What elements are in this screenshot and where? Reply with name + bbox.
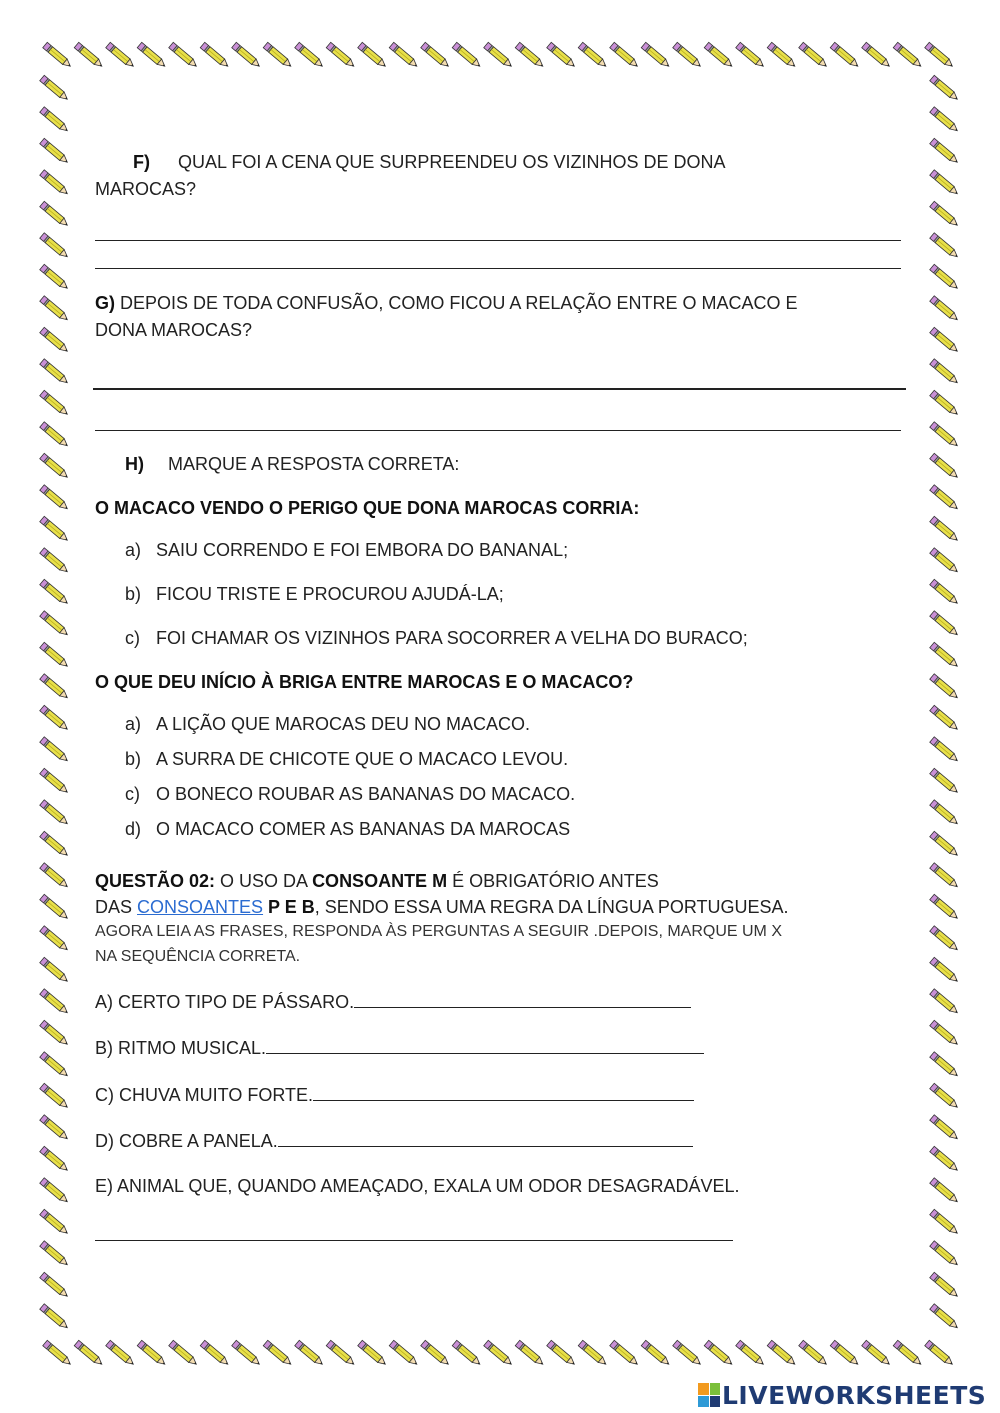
pencil-icon bbox=[40, 296, 70, 323]
pencil-icon bbox=[452, 42, 482, 69]
pencil-icon bbox=[704, 42, 734, 69]
pencil-icon bbox=[40, 1083, 70, 1110]
q2-instruction-1: AGORA LEIA AS FRASES, RESPONDA ÀS PERGUNTAS A SEGUIR .DEPOIS, MARQUE UM X bbox=[95, 923, 782, 940]
pencil-icon bbox=[673, 42, 703, 69]
pencil-icon bbox=[925, 1340, 955, 1367]
option-text: FOI CHAMAR OS VIZINHOS PARA SOCORRER A VELHA DO BURACO; bbox=[156, 628, 748, 648]
pencil-icon bbox=[893, 42, 923, 69]
option-text: A LIÇÃO QUE MAROCAS DEU NO MACACO. bbox=[156, 714, 531, 734]
pencil-icon bbox=[930, 359, 960, 386]
pencil-icon bbox=[930, 75, 960, 102]
pencil-icon bbox=[40, 138, 70, 165]
option-letter: d) bbox=[125, 819, 142, 839]
pencil-icon bbox=[40, 863, 70, 890]
pencil-icon bbox=[767, 1340, 797, 1367]
pencil-icon bbox=[40, 485, 70, 512]
pencil-icon bbox=[704, 1340, 734, 1367]
pencil-icon bbox=[930, 390, 960, 417]
pencil-icon bbox=[40, 1178, 70, 1205]
q2-bold-p-e-b: P E B bbox=[263, 897, 315, 917]
consoantes-link[interactable]: CONSOANTES bbox=[137, 897, 264, 917]
pencil-icon bbox=[799, 42, 829, 69]
pencil-icon bbox=[930, 642, 960, 669]
pencil-icon bbox=[40, 327, 70, 354]
pencil-icon bbox=[40, 516, 70, 543]
mc1-options-option[interactable] bbox=[125, 583, 504, 605]
pencil-icon bbox=[547, 1340, 577, 1367]
question-f-text-2: MAROCAS? bbox=[95, 179, 197, 199]
answer-line-g-1[interactable] bbox=[93, 388, 906, 390]
question-g bbox=[95, 292, 797, 314]
pencil-icon bbox=[389, 42, 419, 69]
pencil-icon bbox=[40, 1020, 70, 1047]
pencil-icon bbox=[40, 926, 70, 953]
pencil-icon bbox=[930, 1020, 960, 1047]
pencil-icon bbox=[930, 516, 960, 543]
question-f-label: F) bbox=[133, 152, 150, 172]
mc2-options-option[interactable] bbox=[125, 748, 568, 770]
pencil-icon bbox=[610, 42, 640, 69]
option-text: SAIU CORRENDO E FOI EMBORA DO BANANAL; bbox=[156, 540, 569, 560]
mc1-options-option[interactable] bbox=[125, 627, 748, 649]
question-f-text: QUAL FOI A CENA QUE SURPREENDEU OS VIZINHOS DE DONA bbox=[178, 152, 726, 172]
pencil-icon bbox=[862, 42, 892, 69]
pencil-icon bbox=[40, 674, 70, 701]
pencil-icon bbox=[930, 674, 960, 701]
pencil-icon bbox=[930, 737, 960, 764]
q2-text-d: , SENDO ESSA UMA REGRA DA LÍNGUA PORTUGUESA. bbox=[314, 897, 789, 917]
q2-item-a bbox=[95, 989, 691, 1013]
option-letter: a) bbox=[125, 714, 142, 734]
pencil-icon bbox=[106, 1340, 136, 1367]
pencil-icon bbox=[200, 42, 230, 69]
question-f bbox=[133, 151, 725, 173]
pencil-icon bbox=[43, 42, 73, 69]
pencil-icon bbox=[40, 989, 70, 1016]
pencil-icon bbox=[673, 1340, 703, 1367]
pencil-icon bbox=[40, 1146, 70, 1173]
option-letter: c) bbox=[125, 784, 140, 804]
pencil-icon bbox=[40, 1304, 70, 1331]
option-letter: b) bbox=[125, 584, 142, 604]
pencil-icon bbox=[40, 453, 70, 480]
pencil-icon bbox=[40, 75, 70, 102]
pencil-icon bbox=[930, 863, 960, 890]
pencil-icon bbox=[40, 800, 70, 827]
pencil-icon bbox=[421, 42, 451, 69]
pencil-icon bbox=[74, 42, 104, 69]
q2-item-b bbox=[95, 1035, 704, 1059]
pencil-icon bbox=[421, 1340, 451, 1367]
pencil-icon bbox=[43, 1340, 73, 1367]
pencil-icon bbox=[40, 768, 70, 795]
pencil-icon bbox=[578, 1340, 608, 1367]
answer-blank-c[interactable] bbox=[313, 1082, 694, 1101]
pencil-icon bbox=[930, 1209, 960, 1236]
mc2-options-option[interactable] bbox=[125, 713, 530, 735]
pencil-icon bbox=[862, 1340, 892, 1367]
q2-statement-line1 bbox=[95, 870, 659, 892]
pencil-icon bbox=[930, 1178, 960, 1205]
option-letter: c) bbox=[125, 628, 140, 648]
pencil-icon bbox=[930, 1146, 960, 1173]
mc2-options-option[interactable] bbox=[125, 783, 575, 805]
pencil-icon bbox=[930, 800, 960, 827]
question-g-text: DEPOIS DE TODA CONFUSÃO, COMO FICOU A RELAÇÃO ENTRE O MACACO E bbox=[120, 293, 798, 313]
pencil-icon bbox=[830, 1340, 860, 1367]
q2-text-a: O USO DA bbox=[215, 871, 313, 891]
q2-text-c: DAS bbox=[95, 897, 138, 917]
option-text: A SURRA DE CHICOTE QUE O MACACO LEVOU. bbox=[156, 749, 569, 769]
liveworksheets-logo[interactable] bbox=[698, 1380, 986, 1410]
q2-text-b: É OBRIGATÓRIO ANTES bbox=[447, 871, 659, 891]
pencil-icon bbox=[40, 201, 70, 228]
mc2-title: O QUE DEU INÍCIO À BRIGA ENTRE MAROCAS E O MACACO? bbox=[95, 672, 634, 692]
pencil-icon bbox=[930, 453, 960, 480]
pencil-icon bbox=[358, 1340, 388, 1367]
option-letter: a) bbox=[125, 540, 142, 560]
pencil-icon bbox=[930, 768, 960, 795]
q2-item-a-text: A) CERTO TIPO DE PÁSSARO. bbox=[95, 992, 355, 1012]
pencil-icon bbox=[736, 1340, 766, 1367]
pencil-icon bbox=[930, 264, 960, 291]
pencil-icon bbox=[930, 957, 960, 984]
pencil-icon bbox=[40, 107, 70, 134]
option-letter: b) bbox=[125, 749, 142, 769]
option-text: FICOU TRISTE E PROCUROU AJUDÁ-LA; bbox=[156, 584, 504, 604]
q2-bold-consoante-m: CONSOANTE M bbox=[312, 871, 448, 891]
pencil-icon bbox=[930, 548, 960, 575]
q2-item-d-text: D) COBRE A PANELA. bbox=[95, 1131, 278, 1151]
pencil-icon bbox=[930, 1083, 960, 1110]
pencil-icon bbox=[40, 1115, 70, 1142]
pencil-icon bbox=[40, 957, 70, 984]
pencil-icon bbox=[40, 894, 70, 921]
pencil-icon bbox=[930, 1115, 960, 1142]
question-h bbox=[125, 453, 459, 475]
pencil-icon bbox=[930, 170, 960, 197]
pencil-icon bbox=[930, 1241, 960, 1268]
pencil-icon bbox=[40, 737, 70, 764]
pencil-icon bbox=[40, 359, 70, 386]
pencil-icon bbox=[930, 296, 960, 323]
pencil-icon bbox=[40, 1209, 70, 1236]
q2-instruction-2: NA SEQUÊNCIA CORRETA. bbox=[95, 948, 301, 965]
pencil-icon bbox=[641, 1340, 671, 1367]
pencil-icon bbox=[40, 548, 70, 575]
pencil-icon bbox=[200, 1340, 230, 1367]
pencil-icon bbox=[40, 831, 70, 858]
pencil-icon bbox=[930, 107, 960, 134]
pencil-icon bbox=[930, 138, 960, 165]
pencil-icon bbox=[930, 233, 960, 260]
q2-item-c bbox=[95, 1082, 694, 1106]
pencil-icon bbox=[484, 42, 514, 69]
answer-line-g-2[interactable] bbox=[95, 430, 901, 431]
pencil-icon bbox=[137, 42, 167, 69]
pencil-icon bbox=[40, 579, 70, 606]
pencil-icon bbox=[358, 42, 388, 69]
q2-item-e: E) ANIMAL QUE, QUANDO AMEAÇADO, EXALA UM ODOR DESAGRADÁVEL. bbox=[95, 1176, 740, 1196]
pencil-icon bbox=[830, 42, 860, 69]
pencil-icon bbox=[326, 1340, 356, 1367]
pencil-icon bbox=[925, 42, 955, 69]
pencil-icon bbox=[40, 170, 70, 197]
pencil-icon bbox=[326, 42, 356, 69]
pencil-icon bbox=[295, 1340, 325, 1367]
pencil-icon bbox=[40, 233, 70, 260]
pencil-icon bbox=[930, 1052, 960, 1079]
pencil-icon bbox=[930, 989, 960, 1016]
pencil-icon bbox=[736, 42, 766, 69]
pencil-icon bbox=[515, 42, 545, 69]
question-g-text-2: DONA MAROCAS? bbox=[95, 320, 253, 340]
pencil-icon bbox=[232, 1340, 262, 1367]
answer-blank-b[interactable] bbox=[266, 1035, 704, 1054]
answer-line-f-1[interactable] bbox=[95, 240, 901, 241]
pencil-icon bbox=[767, 42, 797, 69]
pencil-icon bbox=[930, 611, 960, 638]
pencil-icon bbox=[893, 1340, 923, 1367]
pencil-icon bbox=[40, 1241, 70, 1268]
pencil-icon bbox=[930, 705, 960, 732]
q2-label: QUESTÃO 02: bbox=[95, 871, 216, 891]
answer-blank-d[interactable] bbox=[278, 1128, 693, 1147]
option-text: O BONECO ROUBAR AS BANANAS DO MACACO. bbox=[156, 784, 576, 804]
pencil-icon bbox=[40, 264, 70, 291]
pencil-icon bbox=[452, 1340, 482, 1367]
answer-line-f-2[interactable] bbox=[95, 268, 901, 269]
pencil-icon bbox=[930, 831, 960, 858]
pencil-icon bbox=[930, 201, 960, 228]
pencil-icon bbox=[40, 1052, 70, 1079]
pencil-icon bbox=[930, 327, 960, 354]
pencil-icon bbox=[40, 390, 70, 417]
pencil-icon bbox=[40, 611, 70, 638]
pencil-icon bbox=[389, 1340, 419, 1367]
question-h-text: MARQUE A RESPOSTA CORRETA: bbox=[168, 454, 460, 474]
mc2-options-option[interactable] bbox=[125, 818, 570, 840]
pencil-icon bbox=[930, 422, 960, 449]
q2-statement-line2 bbox=[95, 896, 789, 918]
mc1-options-option[interactable] bbox=[125, 539, 568, 561]
pencil-icon bbox=[40, 1272, 70, 1299]
pencil-icon bbox=[263, 1340, 293, 1367]
pencil-icon bbox=[930, 926, 960, 953]
pencil-icon bbox=[484, 1340, 514, 1367]
pencil-icon bbox=[930, 1304, 960, 1331]
pencil-icon bbox=[169, 42, 199, 69]
pencil-icon bbox=[930, 894, 960, 921]
pencil-icon bbox=[106, 42, 136, 69]
pencil-icon bbox=[263, 42, 293, 69]
liveworksheets-logo-icon bbox=[698, 1383, 720, 1407]
pencil-icon bbox=[40, 642, 70, 669]
pencil-icon bbox=[74, 1340, 104, 1367]
pencil-icon bbox=[578, 42, 608, 69]
pencil-icon bbox=[641, 42, 671, 69]
question-h-label: H) bbox=[125, 454, 144, 474]
mc1-title: O MACACO VENDO O PERIGO QUE DONA MAROCAS CORRIA: bbox=[95, 498, 640, 518]
q2-item-c-text: C) CHUVA MUITO FORTE. bbox=[95, 1085, 314, 1105]
pencil-icon bbox=[799, 1340, 829, 1367]
pencil-icon bbox=[232, 42, 262, 69]
pencil-icon bbox=[930, 485, 960, 512]
q2-item-b-text: B) RITMO MUSICAL. bbox=[95, 1038, 267, 1058]
pencil-icon bbox=[547, 42, 577, 69]
pencil-icon bbox=[137, 1340, 167, 1367]
pencil-icon bbox=[515, 1340, 545, 1367]
answer-blank-a[interactable] bbox=[354, 989, 691, 1008]
pencil-icon bbox=[295, 42, 325, 69]
pencil-icon bbox=[930, 579, 960, 606]
option-text: O MACACO COMER AS BANANAS DA MAROCAS bbox=[156, 819, 571, 839]
q2-item-d bbox=[95, 1128, 693, 1152]
pencil-icon bbox=[610, 1340, 640, 1367]
pencil-icon bbox=[169, 1340, 199, 1367]
question-g-label: G) bbox=[95, 293, 115, 313]
answer-line-e[interactable] bbox=[95, 1240, 733, 1241]
brand-name: LIVEWORKSHEETS bbox=[722, 1380, 987, 1410]
pencil-icon bbox=[40, 705, 70, 732]
pencil-icon bbox=[40, 422, 70, 449]
pencil-icon bbox=[930, 1272, 960, 1299]
